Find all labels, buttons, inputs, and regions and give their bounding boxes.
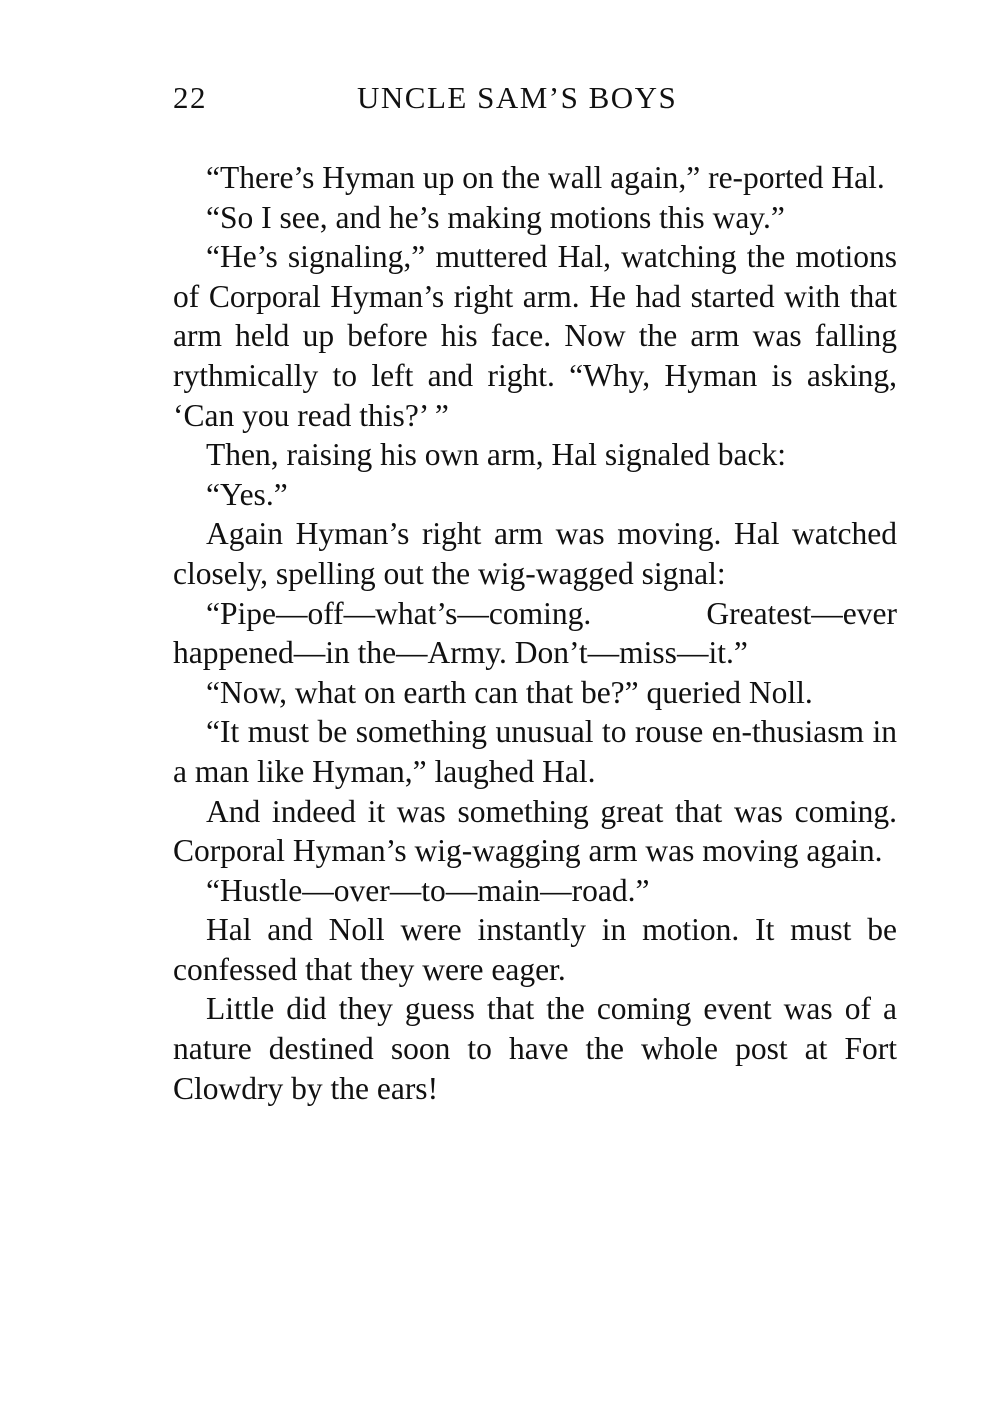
- paragraph-something-great: And indeed it was something great that was coming. Corporal Hyman’s wig-wagging arm was moving again.: [173, 793, 897, 869]
- paragraph-signaling: “He’s signaling,” muttered Hal, watching the motions of Corporal Hyman’s right arm. He had started with that arm held up before his face. Now the arm was falling rythmically to left and right. “Why, Hyman is asking, ‘Can you read this?’ ”: [173, 239, 897, 433]
- book-page: [173, 78, 897, 1108]
- paragraph-in-motion: Hal and Noll were instantly in motion. It must be confessed that they were eager.: [173, 912, 897, 987]
- book-title: UNCLE SAM’S BOYS: [357, 80, 678, 115]
- paragraph-signaled-back: Then, raising his own arm, Hal signaled back:: [206, 437, 786, 473]
- paragraph-coming-event: Little did they guess that the coming event was of a nature destined soon to have the whole post at Fort Clowdry by the ears!: [173, 991, 897, 1106]
- page-number: 22: [173, 80, 207, 115]
- paragraph-queried-noll: “Now, what on earth can that be?” queried Noll.: [206, 674, 813, 710]
- paragraph-laughed-hal: “It must be something unusual to rouse en-thusiasm in a man like Hyman,” laughed Hal.: [173, 714, 897, 789]
- running-head: [173, 78, 897, 118]
- paragraph-pipe-off: “Pipe—off—what’s—coming. Greatest—ever happened—in the—Army. Don’t—miss—it.”: [173, 595, 897, 671]
- paragraph-hustle: “Hustle—over—to—main—road.”: [206, 872, 650, 908]
- paragraph-arm-moving: Again Hyman’s right arm was moving. Hal watched closely, spelling out the wig-wagged signal:: [173, 516, 897, 591]
- paragraph-yes: “Yes.”: [206, 476, 288, 512]
- body-text: [173, 158, 897, 1108]
- paragraph-making-motions: “So I see, and he’s making motions this way.”: [206, 199, 785, 235]
- paragraph-hyman-on-wall: “There’s Hyman up on the wall again,” re-ported Hal.: [206, 160, 885, 195]
